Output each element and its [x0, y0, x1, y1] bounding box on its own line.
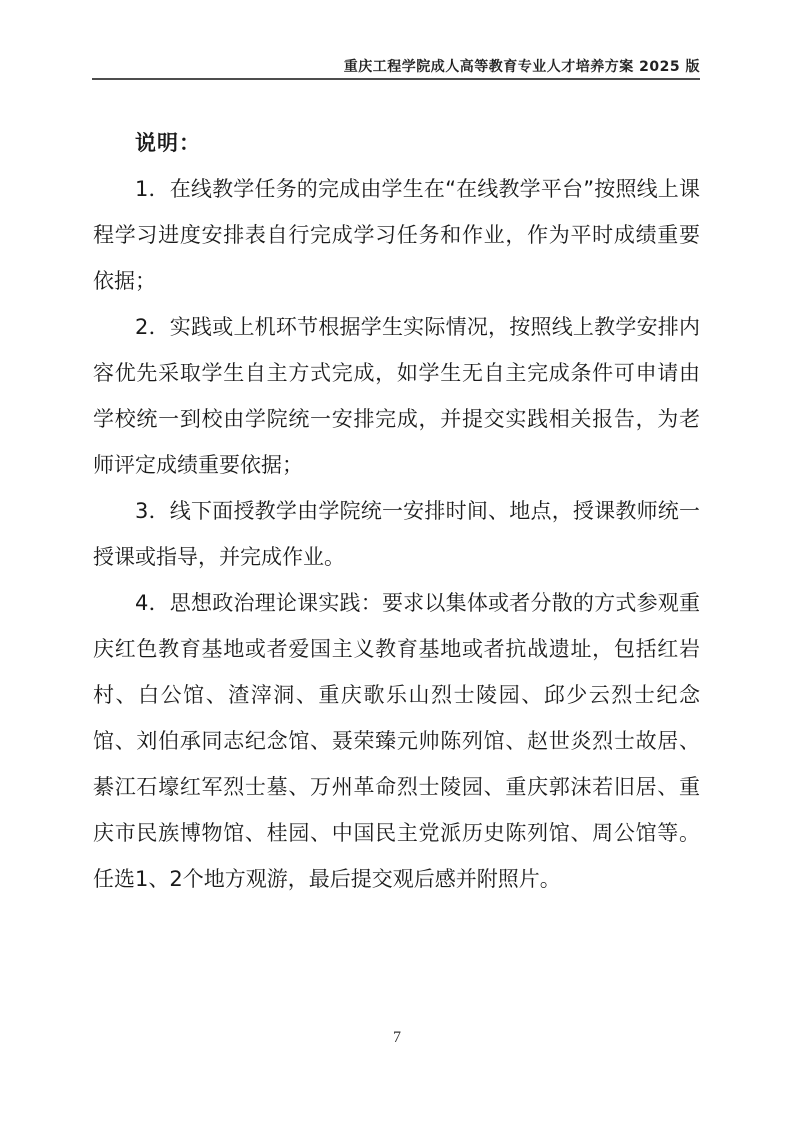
header-title: 重庆工程学院成人高等教育专业人才培养方案 2025 版: [343, 59, 700, 75]
page-header: [92, 57, 700, 80]
body-paragraph-2: 2．实践或上机环节根据学生实际情况，按照线上教学安排内容优先采取学生自主方式完成，如学生无自主完成条件可申请由学校统一到校由学院统一安排完成，并提交实践相关报告，为老师评定成绩重要依据；: [93, 315, 700, 477]
body-paragraph-4: 4．思想政治理论课实践：要求以集体或者分散的方式参观重庆红色教育基地或者爱国主义教育基地或者抗战遗址，包括红岩村、白公馆、渣滓洞、重庆歌乐山烈士陵园、邱少云烈士纪念馆、刘伯承同志纪念馆、聂荣臻元帅陈列馆、赵世炎烈士故居、綦江石壕红军烈士墓、万州革命烈士陵园、重庆郭沫若旧居、重庆市民族博物馆、桂园、中国民主党派历史陈列馆、周公馆等。任选1、2个地方观游，最后提交观后感并附照片。: [93, 591, 700, 891]
page-number: 7: [393, 1029, 401, 1046]
section-heading: 说明：: [135, 131, 201, 155]
body-paragraph-1: 1．在线教学任务的完成由学生在“在线教学平台”按照线上课程学习进度安排表自行完成学习任务和作业，作为平时成绩重要依据；: [93, 177, 700, 293]
body-paragraph-3: 3．线下面授教学由学院统一安排时间、地点，授课教师统一授课或指导，并完成作业。: [93, 499, 700, 569]
document-body: [93, 120, 700, 902]
page-footer: [0, 1028, 794, 1048]
